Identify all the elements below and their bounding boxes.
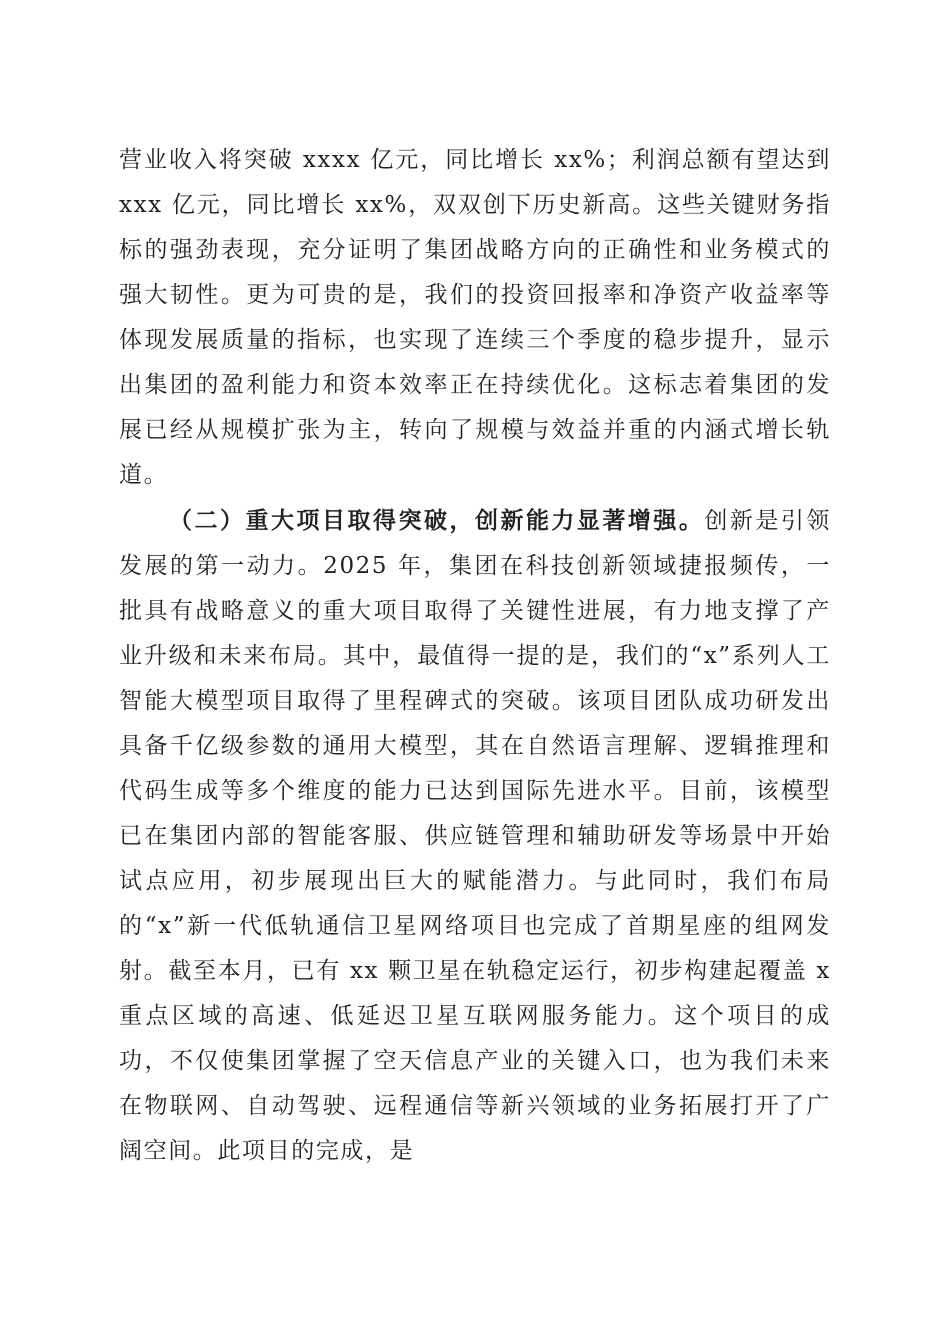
section-body-major-projects: 创新是引领发展的第一动力。2025 年，集团在科技创新领域捷报频传，一批具有战略意义的重大项目取得了关键性进展，有力地支撑了产业升级和未来布局。其中，最值得一提的是，我们的“x”系列人工智能大模型项目取得了里程碑式的突破。该项目团队成功研发出具备千亿级参数的通用大模型，其在自然语言理解、逻辑推理和代码生成等多个维度的能力已达到国际先进水平。目前，该模型已在集团内部的智能客服、供应链管理和辅助研发等场景中开始试点应用，初步展现出巨大的赋能潜力。与此同时，我们布局的“x”新一代低轨通信卫星网络项目也完成了首期星座的组网发射。截至本月，已有 xx 颗卫星在轨稳定运行，初步构建起覆盖 x 重点区域的高速、低延迟卫星互联网服务能力。这个项目的成功，不仅使集团掌握了空天信息产业的关键入口，也为我们未来在物联网、自动驾驶、远程通信等新兴领域的业务拓展打开了广阔空间。此项目的完成，是 xyxy=(119,508,832,1164)
document-body xyxy=(119,138,831,1174)
paragraph-financial-results: 营业收入将突破 xxxx 亿元，同比增长 xx%；利润总额有望达到 xxx 亿元，同比增长 xx%，双双创下历史新高。这些关键财务指标的强劲表现，充分证明了集团战略方向的正确性和业务模式的强大韧性。更为可贵的是，我们的投资回报率和净资产收益率等体现发展质量的指标，也实现了连续三个季度的稳步提升，显示出集团的盈利能力和资本效率正在持续优化。这标志着集团的发展已经从规模扩张为主，转向了规模与效益并重的内涵式增长轨道。 xyxy=(119,147,831,488)
section-heading-major-projects: （二）重大项目取得突破，创新能力显著增强。 xyxy=(169,507,705,534)
paragraph-major-projects xyxy=(119,498,831,1174)
